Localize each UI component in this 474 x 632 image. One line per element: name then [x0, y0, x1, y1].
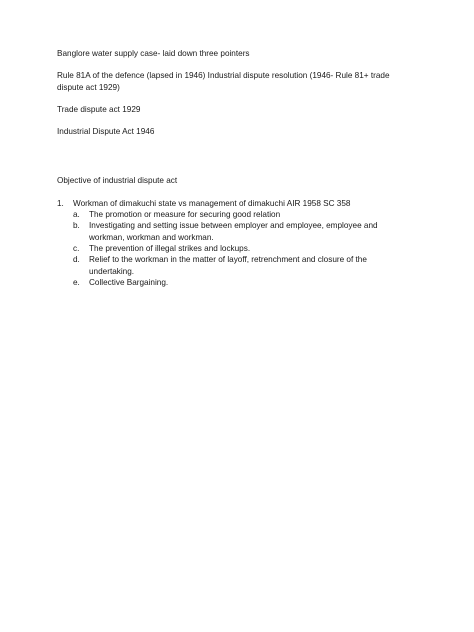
spacer	[57, 148, 397, 175]
sub-list-item-text: Investigating and setting issue between employer and employee, employee and workman, workman and workman.	[89, 221, 378, 242]
sub-list-item-text: The promotion or measure for securing good relation	[89, 210, 281, 220]
sub-list-marker: e.	[73, 277, 80, 287]
sub-list-marker: a.	[73, 210, 80, 220]
paragraph-industrial-dispute-act: Industrial Dispute Act 1946	[57, 127, 155, 137]
sub-list-item	[73, 254, 397, 277]
paragraph-rule-81a: Rule 81A of the defence (lapsed in 1946) Industrial dispute resolution (1946- Rule 81+ trade dispute act 1929)	[57, 71, 390, 92]
sub-list	[73, 209, 397, 288]
paragraph-trade-dispute-act: Trade dispute act 1929	[57, 104, 141, 114]
sub-list-marker: d.	[73, 255, 80, 265]
sub-list-marker: b.	[73, 221, 80, 231]
paragraph-bangalore-case: Banglore water supply case- laid down three pointers	[57, 49, 250, 58]
sub-list-item	[73, 277, 397, 288]
sub-list-item	[73, 209, 397, 220]
sub-list-item-text: Relief to the workman in the matter of layoff, retrenchment and closure of the undertaking.	[89, 255, 367, 276]
numbered-list-item	[57, 198, 397, 288]
sub-list-item	[73, 243, 397, 254]
sub-list-marker: c.	[73, 243, 80, 253]
sub-list-item	[73, 220, 397, 243]
sub-list-item-text: Collective Bargaining.	[89, 277, 169, 287]
list-item-text: Workman of dimakuchi state vs management of dimakuchi AIR 1958 SC 358	[73, 198, 351, 208]
sub-list-item-text: The prevention of illegal strikes and lockups.	[89, 243, 251, 253]
objective-heading: Objective of industrial dispute act	[57, 176, 178, 186]
document-body	[57, 48, 397, 288]
numbered-list	[57, 198, 397, 288]
list-marker: 1.	[57, 198, 64, 208]
